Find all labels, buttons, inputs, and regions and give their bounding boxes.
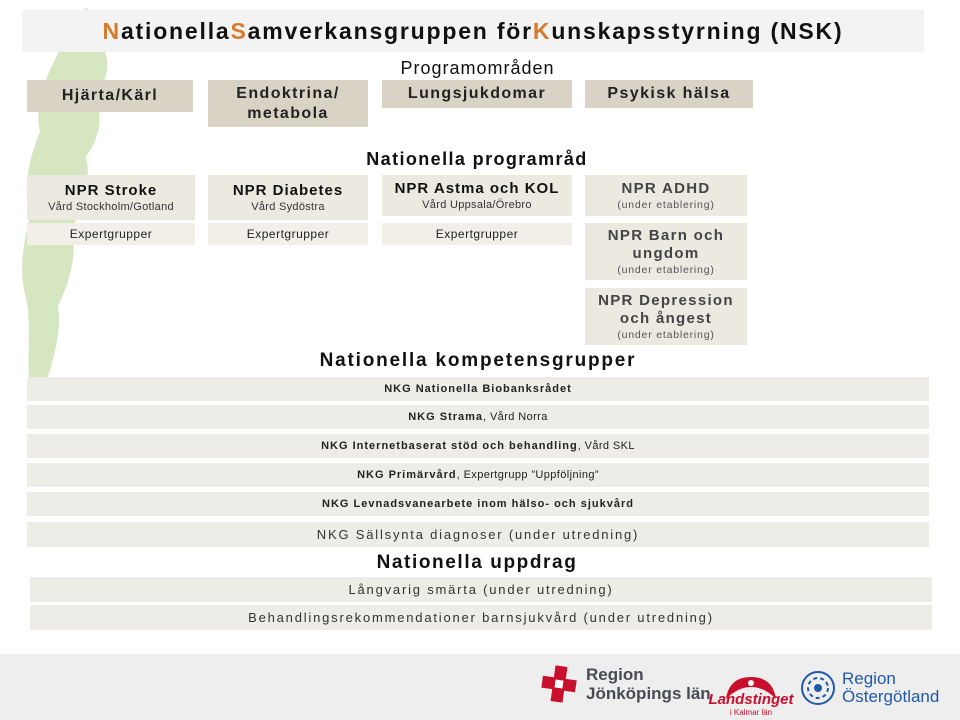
kompetensgrupp-detail: , Vård Norra: [483, 411, 548, 423]
title-part-1: ationella: [120, 17, 231, 44]
kompetensgrupp-row: [27, 377, 929, 401]
region-jonkoping-line1: Region: [586, 665, 644, 684]
region-jonkoping-logo: [540, 664, 711, 704]
npr-diabetes-title: NPR Diabetes: [232, 181, 344, 199]
kompetensgrupp-name: NKG Strama: [408, 411, 484, 423]
program-area-lungsjukdomar: Lungsjukdomar: [382, 80, 572, 108]
kompetensgrupp-detail: NKG Sällsynta diagnoser (under utredning): [316, 527, 640, 542]
kompetensgrupp-detail: , Vård SKL: [577, 440, 635, 452]
program-area-hjarta-karl: Hjärta/Kärl: [27, 80, 193, 112]
npr-adhd-subtitle: (under etablering): [617, 198, 715, 211]
region-jonkoping-cross-icon: [540, 664, 578, 704]
kompetensgrupp-row: [27, 405, 929, 429]
landstinget-kalmar-logo: [706, 664, 796, 717]
nationella-programrad-heading: Nationella programråd: [366, 149, 588, 169]
program-area-endoktrina: Endoktrina/ metabola: [208, 80, 368, 127]
uppdrag-row: [30, 577, 932, 602]
npr-adhd-box: [585, 175, 747, 216]
npr-astma-kol-title: NPR Astma och KOL: [394, 179, 560, 197]
kompetensgrupp-name: NKG Primärvård: [357, 469, 457, 481]
title-initial-3: K: [532, 17, 552, 44]
kompetensgrupp-row: [27, 463, 929, 487]
npr-stroke-title: NPR Stroke: [64, 181, 158, 199]
npr-barn-ungdom-box: [585, 223, 747, 280]
title-part-3: unskapsstyrning (NSK): [551, 17, 844, 44]
nationella-uppdrag-heading: Nationella uppdrag: [376, 552, 578, 573]
npr-barn-ungdom-title: NPR Barn och ungdom: [607, 226, 725, 262]
npr-astma-kol-subtitle: Vård Uppsala/Örebro: [422, 198, 532, 211]
npr-diabetes-box: [208, 175, 368, 220]
npr-depression-angest-box: [585, 288, 747, 345]
kompetensgrupp-row: [27, 522, 929, 547]
region-ostergotland-emblem-icon: [800, 670, 836, 706]
uppdrag-row: [30, 605, 932, 630]
kompetensgrupp-row: [27, 434, 929, 458]
kompetensgrupp-name: NKG Levnadsvanearbete inom hälso- och sjukvård: [322, 498, 634, 510]
expertgrupper-stroke: Expertgrupper: [27, 223, 195, 245]
npr-stroke-box: [27, 175, 195, 220]
expertgrupper-diabetes: Expertgrupper: [208, 223, 368, 245]
npr-astma-kol-box: [382, 175, 572, 216]
title-part-2: amverkansgruppen för: [247, 17, 533, 44]
region-ostergotland-line2: Östergötland: [842, 687, 940, 706]
title-initial-1: N: [102, 17, 121, 44]
region-ostergotland-line1: Region: [842, 669, 896, 688]
kompetensgrupp-name: NKG Internetbaserat stöd och behandling: [321, 440, 578, 452]
title-initial-2: S: [230, 17, 248, 44]
region-ostergotland-logo: [800, 670, 939, 706]
landstinget-kalmar-line1: Landstinget: [708, 691, 794, 708]
npr-barn-ungdom-subtitle: (under etablering): [617, 263, 715, 276]
uppdrag-text: Behandlingsrekommendationer barnsjukvård (under utredning): [248, 610, 714, 625]
programomraden-heading: Programområden: [400, 58, 555, 78]
expertgrupper-astma-kol: Expertgrupper: [382, 223, 572, 245]
region-jonkoping-line2: Jönköpings län: [586, 684, 711, 703]
kompetensgrupp-detail: , Expertgrupp ”Uppföljning”: [456, 469, 599, 481]
npr-diabetes-subtitle: Vård Sydöstra: [251, 200, 325, 213]
npr-depression-angest-subtitle: (under etablering): [617, 328, 715, 341]
uppdrag-text: Långvarig smärta (under utredning): [348, 582, 614, 597]
program-area-psykisk-halsa: Psykisk hälsa: [585, 80, 753, 108]
npr-depression-angest-title: NPR Depression och ångest: [598, 291, 734, 327]
kompetensgrupp-row: [27, 492, 929, 516]
npr-stroke-subtitle: Vård Stockholm/Gotland: [48, 200, 174, 213]
kompetensgrupp-name: NKG Nationella Biobanksrådet: [384, 383, 572, 395]
landstinget-kalmar-line2: i Kalmar län: [729, 708, 773, 717]
nationella-kompetensgrupper-heading: Nationella kompetensgrupper: [319, 350, 637, 371]
page-title: [22, 10, 924, 52]
npr-adhd-title: NPR ADHD: [621, 179, 711, 197]
